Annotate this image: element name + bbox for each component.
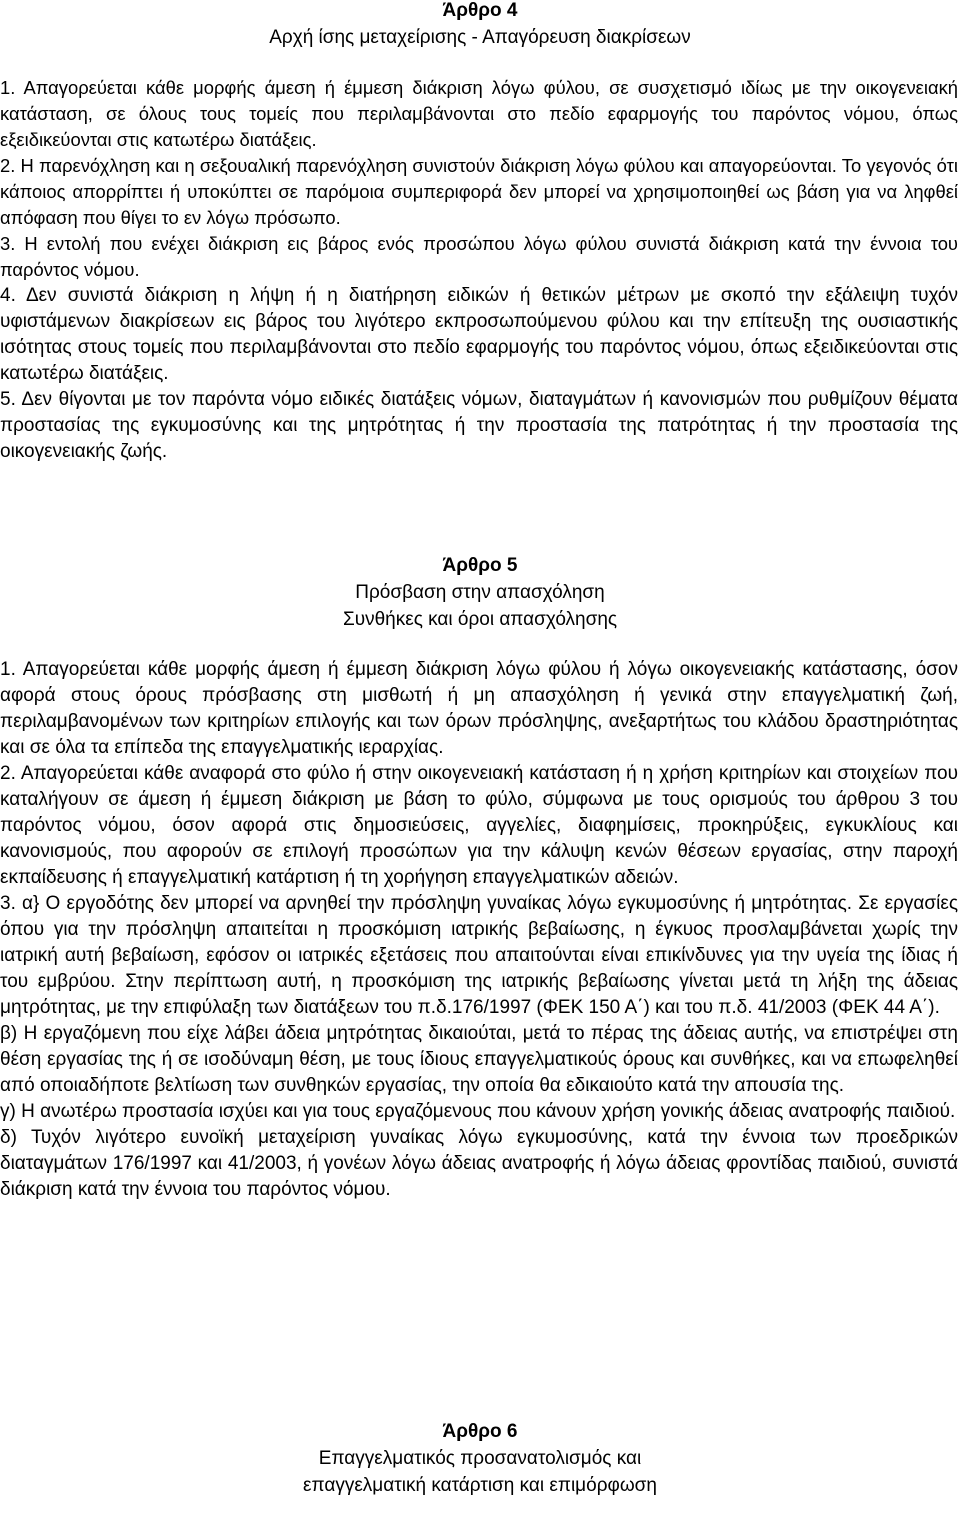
article-5-paragraph-3d: δ) Τυχόν λιγότερο ευνοϊκή μεταχείριση γυναίκας λόγω εγκυμοσύνης, κατά την έννοια των προεδρικών διαταγμάτων 176/1997 και 41/2003, ή γονέων λόγω άδειας ανατροφής ή λόγω άδειας φροντίδας παιδιού, συνιστά διάκριση κατά την έννοια του παρόντος νόμου. [0,1127,958,1200]
article-5-paragraph-3c: γ) Η ανωτέρω προστασία ισχύει και για τους εργαζόμενους που κάνουν χρήση γονικής άδειας ανατροφής παιδιού. [0,1101,956,1122]
article-5-subtitle-2: Συνθήκες και όροι απασχόλησης [342,609,618,630]
article-5-heading [0,552,960,633]
article-5-paragraph-1: 1. Απαγορεύεται κάθε μορφής άμεση ή έμμεση διάκριση λόγω φύλου ή λόγω οικογενειακής κατάστασης, όσον αφορά στους όρους πρόσβασης στη μισθωτή ή μη απασχόληση ή γενικά στην επαγγελματική ζωή, περιλαμβανομένων των κριτηρίων επιλογής και των όρων πρόσληψης, ανεξαρτήτως του κλάδου δραστηριότητας και σε όλα τα επίπεδα της επαγγελματικής ιεραρχίας. [0,659,958,758]
article-4-paragraph-4: 4. Δεν συνιστά διάκριση η λήψη ή η διατήρηση ειδικών ή θετικών μέτρων με σκοπό την εξάλειψη τυχόν υφιστάμενων διακρίσεων εις βάρος του λιγότερο εκπροσωπούμενου φύλου και την επίτευξη της ουσιαστικής ισότητας στους τομείς που περιλαμβάνονται στο πεδίο εφαρμογής του παρόντος νόμου, όπως εξειδικεύονται στις κατωτέρω διατάξεις. [0,285,958,384]
article-4-paragraph-5: 5. Δεν θίγονται με τον παρόντα νόμο ειδικές διατάξεις νόμων, διαταγμάτων ή κανονισμών που ρυθμίζουν θέματα προστασίας της εγκυμοσύνης και της μητρότητας ή την προστασία της πατρότητας ή την προστασία της οικογενειακής ζωής. [0,389,958,462]
article-5-paragraph-3b: β) Η εργαζόμενη που είχε λάβει άδεια μητρότητας δικαιούται, μετά το πέρας της άδειας αυτής, να επιστρέψει στη θέση εργασίας της ή σε ισοδύναμη θέση, με τους ίδιους επαγγελματικούς όρους και συνθήκες, και να επωφεληθεί από οποιαδήποτε βελτίωση των συνθηκών εργασίας, την οποία θα εδικαιούτο κατά την απουσία της. [0,1023,958,1096]
article-4-paragraph-1: 1. Απαγορεύεται κάθε μορφής άμεση ή έμμεση διάκριση λόγω φύλου, σε συσχετισμό ιδίως με την οικογενειακή κατάσταση, σε όλους τους τομείς που περιλαμβάνονται στο πεδίο εφαρμογής του παρόντος νόμου, όπως εξειδικεύονται στις κατωτέρω διατάξεις. [0,77,958,150]
article-6-subtitle-2: επαγγελματική κατάρτιση και επιμόρφωση [303,1475,657,1496]
article-5-paragraph-2: 2. Απαγορεύεται κάθε αναφορά στο φύλο ή στην οικογενειακή κατάσταση ή η χρήση κριτηρίων και στοιχείων που καταλήγουν σε άμεση ή έμμεση διάκριση με βάση το φύλο, σύμφωνα με τους ορισμούς του άρθρου 3 του παρόντος νόμου, όσον αφορά στις δημοσιεύσεις, αγγελίες, διαφημίσεις, προκηρύξεις, εγκυκλίους και κανονισμούς, που αφορούν σε επιλογή προσώπων για την κάλυψη κενών θέσεων εργασίας, στην παροχή εκπαίδευσης ή επαγγελματική κατάρτιση ή τη χορήγηση επαγγελματικών αδειών. [0,763,958,888]
article-4-subtitle: Αρχή ίσης μεταχείρισης - Απαγόρευση διακρίσεων [269,27,691,48]
article-5-subtitle-1: Πρόσβαση στην απασχόληση [355,582,605,603]
article-5-paragraph-3a: 3. α} Ο εργοδότης δεν μπορεί να αρνηθεί την πρόσληψη γυναίκας λόγω εγκυμοσύνης ή μητρότητας. Σε εργασίες όπου για την πρόσληψη απαιτείται η προσκόμιση ιατρικής βεβαίωσης, η έγκυος προσλαμβάνεται χωρίς την ιατρική αυτή βεβαίωση, εφόσον οι ιατρικές εξετάσεις που απαιτούνται είναι επικίνδυνες για την υγεία της ίδιας ή του εμβρύου. Στην περίπτωση αυτή, η προσκόμιση της ιατρικής βεβαίωσης γίνεται μετά τη λήξη της άδειας μητρότητας, με την επιφύλαξη των διατάξεων του π.δ.176/1997 (ΦΕΚ 150 Α΄) και του π.δ. 41/2003 (ΦΕΚ 44 Α΄). [0,893,958,1018]
article-5-body [0,657,958,1203]
article-4-body [0,75,958,465]
article-4-title: Άρθρο 4 [442,0,518,21]
article-4-heading [0,0,960,51]
article-6-subtitle-1: Επαγγελματικός προσανατολισμός και [318,1448,642,1469]
article-4-paragraph-2: 2. Η παρενόχληση και η σεξουαλική παρενόχληση συνιστούν διάκριση λόγω φύλου και απαγορεύονται. Το γεγονός ότι κάποιος απορρίπτει ή υποκύπτει σε παρόμοια συμπεριφορά δεν μπορεί να χρησιμοποιηθεί ως βάση για να ληφθεί απόφαση που θίγει το εν λόγω πρόσωπο. [0,155,958,228]
article-6-heading [0,1418,960,1499]
article-6-title: Άρθρο 6 [442,1421,518,1442]
article-4-paragraph-3: 3. Η εντολή που ενέχει διάκριση εις βάρος ενός προσώπου λόγω φύλου συνιστά διάκριση κατά την έννοια του παρόντος νόμου. [0,233,958,280]
article-5-title: Άρθρο 5 [442,555,518,576]
